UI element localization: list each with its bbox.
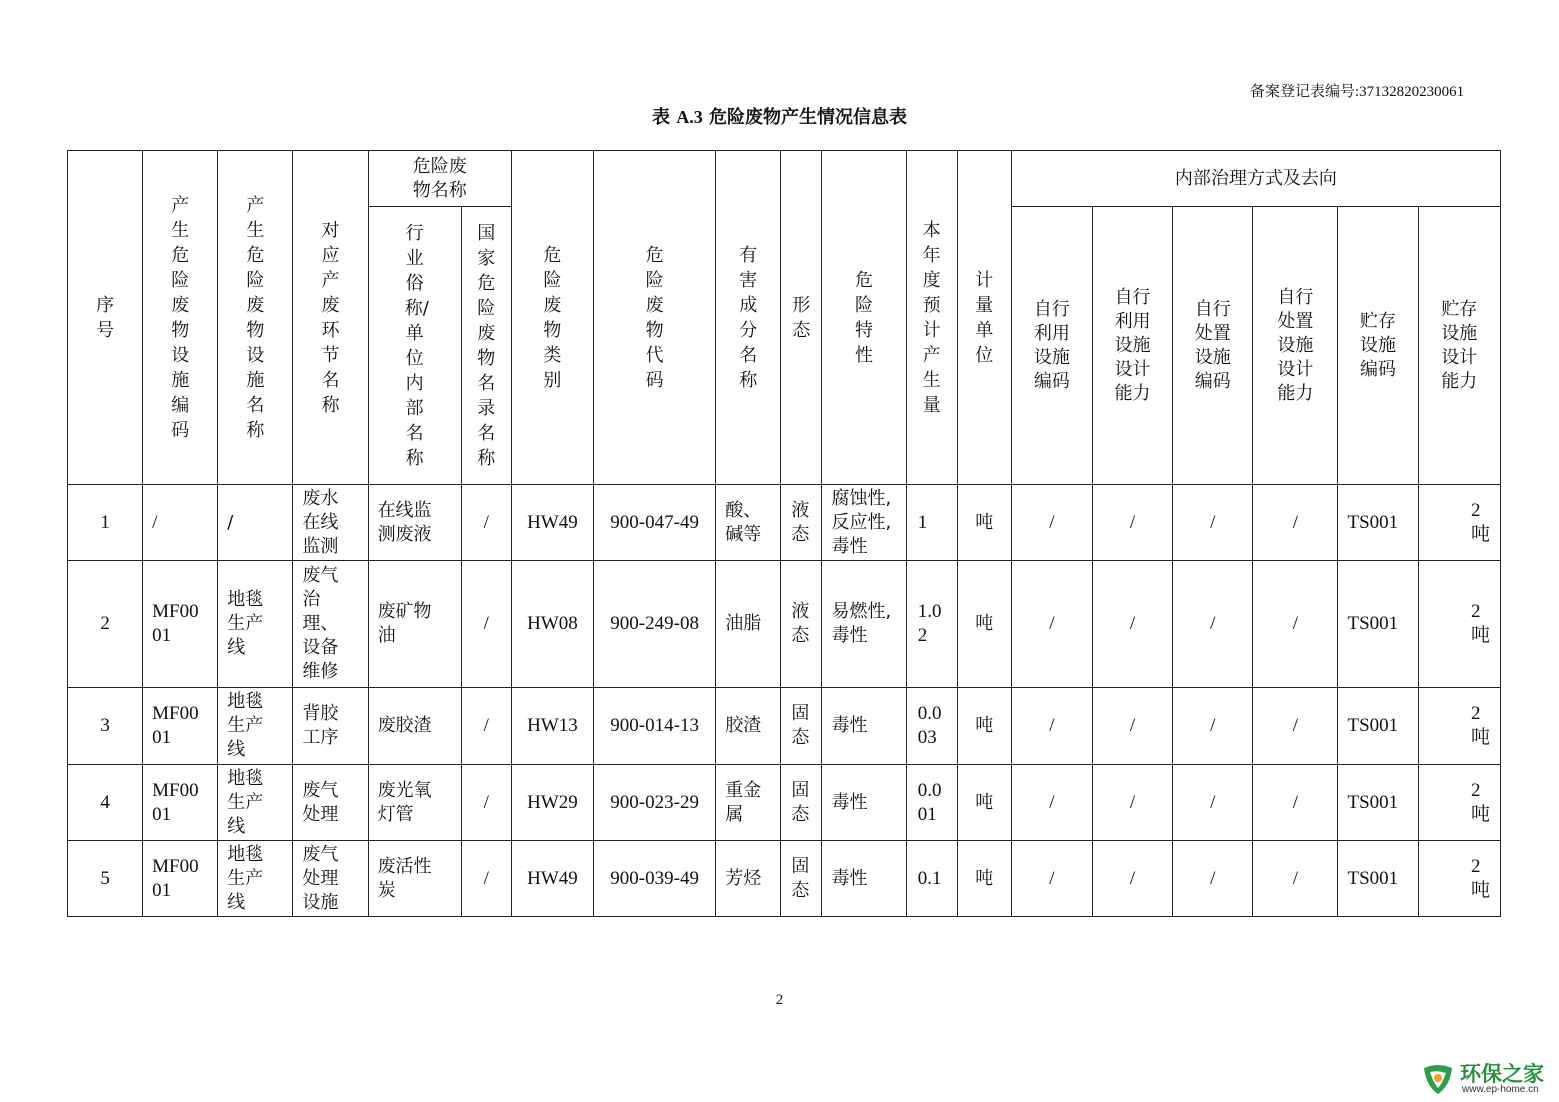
cell-code: 900-039-49 [594, 841, 716, 917]
cell-process: 废水在线监测 [293, 485, 368, 561]
cell-self-use-capacity: / [1092, 561, 1172, 688]
header-facility-code: 产生危险废物设施编码 [143, 151, 218, 485]
cell-industry-name: 在线监测废液 [368, 485, 461, 561]
cell-amount: 1.02 [906, 561, 957, 688]
cell-storage-code: TS001 [1338, 561, 1418, 688]
cell-storage-capacity: 2吨 [1418, 765, 1500, 841]
cell-facility-code: MF0001 [143, 765, 218, 841]
cell-storage-code: TS001 [1338, 688, 1418, 765]
cell-form: 固态 [781, 765, 822, 841]
cell-hazard: 易燃性,毒性 [822, 561, 906, 688]
header-process: 对应产废环节名称 [293, 151, 368, 485]
header-industry-name: 行业俗称/单位内部名称 [368, 207, 461, 485]
table-title [0, 103, 1559, 129]
cell-component: 芳烃 [716, 841, 781, 917]
cell-amount: 1 [906, 485, 957, 561]
watermark-name: 环保之家 [1460, 1062, 1544, 1086]
cell-storage-capacity: 2吨 [1418, 561, 1500, 688]
cell-facility-code: / [143, 485, 218, 561]
cell-code: 900-249-08 [594, 561, 716, 688]
cell-national-name: / [461, 561, 511, 688]
header-national-name: 国家危险废物名录名称 [461, 207, 511, 485]
cell-industry-name: 废矿物油 [368, 561, 461, 688]
cell-self-dispose-code: / [1173, 765, 1253, 841]
cell-form: 固态 [781, 688, 822, 765]
leaf-logo-icon [1420, 1060, 1456, 1096]
header-storage-capacity: 贮存设施设计能力 [1418, 207, 1500, 485]
cell-self-dispose-capacity: / [1253, 485, 1338, 561]
cell-seq: 4 [68, 765, 143, 841]
cell-code: 900-047-49 [594, 485, 716, 561]
header-seq: 序号 [68, 151, 143, 485]
page-number: 2 [775, 992, 784, 1008]
cell-self-dispose-capacity: / [1253, 688, 1338, 765]
cell-amount: 0.001 [906, 765, 957, 841]
cell-self-dispose-capacity: / [1253, 841, 1338, 917]
header-storage-code: 贮存设施编码 [1338, 207, 1418, 485]
cell-storage-code: TS001 [1338, 841, 1418, 917]
cell-storage-capacity: 2吨 [1418, 688, 1500, 765]
cell-self-use-code: / [1011, 561, 1092, 688]
watermark-url: www.ep-home.cn [1462, 1084, 1539, 1095]
watermark-logo [1420, 1058, 1559, 1098]
cell-storage-code: TS001 [1338, 485, 1418, 561]
cell-process: 废气处理设施 [293, 841, 368, 917]
table-row [68, 765, 1501, 841]
title-name: 危险废物产生情况信息表 [709, 107, 908, 128]
header-self-use-code: 自行利用设施编码 [1011, 207, 1092, 485]
table-row [68, 561, 1501, 688]
cell-self-dispose-capacity: / [1253, 561, 1338, 688]
hazardous-waste-table [67, 150, 1501, 917]
cell-facility-code: MF0001 [143, 841, 218, 917]
cell-category: HW49 [511, 485, 593, 561]
cell-code: 900-023-29 [594, 765, 716, 841]
cell-component: 酸、碱等 [716, 485, 781, 561]
cell-component: 油脂 [716, 561, 781, 688]
cell-national-name: / [461, 841, 511, 917]
cell-industry-name: 废活性炭 [368, 841, 461, 917]
cell-code: 900-014-13 [594, 688, 716, 765]
header-internal-group: 内部治理方式及去向 [1011, 151, 1500, 207]
cell-unit: 吨 [957, 765, 1011, 841]
cell-hazard: 毒性 [822, 688, 906, 765]
cell-industry-name: 废光氧灯管 [368, 765, 461, 841]
cell-component: 胶渣 [716, 688, 781, 765]
cell-amount: 0.003 [906, 688, 957, 765]
cell-unit: 吨 [957, 841, 1011, 917]
cell-hazard: 腐蚀性,反应性,毒性 [822, 485, 906, 561]
cell-form: 固态 [781, 841, 822, 917]
header-self-dispose-code: 自行处置设施编码 [1173, 207, 1253, 485]
cell-facility-name: / [218, 485, 293, 561]
cell-component: 重金属 [716, 765, 781, 841]
cell-facility-name: 地毯生产线 [218, 561, 293, 688]
header-annual-amount: 本年度预计产生量 [906, 151, 957, 485]
table-row [68, 688, 1501, 765]
cell-self-dispose-code: / [1173, 841, 1253, 917]
cell-self-use-code: / [1011, 841, 1092, 917]
cell-self-dispose-capacity: / [1253, 765, 1338, 841]
cell-hazard: 毒性 [822, 841, 906, 917]
cell-seq: 2 [68, 561, 143, 688]
header-code: 危险废物代码 [594, 151, 716, 485]
cell-unit: 吨 [957, 561, 1011, 688]
cell-storage-capacity: 2吨 [1418, 841, 1500, 917]
cell-national-name: / [461, 485, 511, 561]
cell-unit: 吨 [957, 485, 1011, 561]
cell-process: 废气治理、设备维修 [293, 561, 368, 688]
cell-self-use-code: / [1011, 485, 1092, 561]
cell-self-dispose-code: / [1173, 485, 1253, 561]
header-facility-name: 产生危险废物设施名称 [218, 151, 293, 485]
header-self-use-capacity: 自行利用设施设计能力 [1092, 207, 1172, 485]
header-unit: 计量单位 [957, 151, 1011, 485]
cell-form: 液态 [781, 561, 822, 688]
cell-facility-code: MF0001 [143, 688, 218, 765]
cell-self-use-code: / [1011, 765, 1092, 841]
cell-storage-capacity: 2吨 [1418, 485, 1500, 561]
cell-facility-name: 地毯生产线 [218, 688, 293, 765]
header-category: 危险废物类别 [511, 151, 593, 485]
cell-storage-code: TS001 [1338, 765, 1418, 841]
cell-self-dispose-code: / [1173, 561, 1253, 688]
cell-amount: 0.1 [906, 841, 957, 917]
cell-self-use-capacity: / [1092, 485, 1172, 561]
cell-self-use-capacity: / [1092, 688, 1172, 765]
cell-national-name: / [461, 765, 511, 841]
cell-unit: 吨 [957, 688, 1011, 765]
title-code: A.3 [676, 107, 703, 127]
header-waste-name-group: 危险废物名称 [368, 151, 511, 207]
cell-facility-name: 地毯生产线 [218, 765, 293, 841]
cell-category: HW08 [511, 561, 593, 688]
cell-category: HW29 [511, 765, 593, 841]
header-self-dispose-capacity: 自行处置设施设计能力 [1253, 207, 1338, 485]
cell-category: HW13 [511, 688, 593, 765]
record-number: 备案登记表编号:37132820230061 [1250, 84, 1465, 100]
cell-form: 液态 [781, 485, 822, 561]
cell-industry-name: 废胶渣 [368, 688, 461, 765]
header-form: 形态 [781, 151, 822, 485]
title-prefix: 表 [651, 107, 670, 128]
table-row [68, 485, 1501, 561]
table-row [68, 841, 1501, 917]
header-component: 有害成分名称 [716, 151, 781, 485]
cell-self-dispose-code: / [1173, 688, 1253, 765]
cell-seq: 5 [68, 841, 143, 917]
header-hazard: 危险特性 [822, 151, 906, 485]
cell-category: HW49 [511, 841, 593, 917]
cell-facility-name: 地毯生产线 [218, 841, 293, 917]
cell-hazard: 毒性 [822, 765, 906, 841]
cell-self-use-code: / [1011, 688, 1092, 765]
cell-self-use-capacity: / [1092, 765, 1172, 841]
cell-national-name: / [461, 688, 511, 765]
cell-seq: 3 [68, 688, 143, 765]
cell-process: 废气处理 [293, 765, 368, 841]
cell-self-use-capacity: / [1092, 841, 1172, 917]
cell-facility-code: MF0001 [143, 561, 218, 688]
cell-seq: 1 [68, 485, 143, 561]
cell-process: 背胶工序 [293, 688, 368, 765]
